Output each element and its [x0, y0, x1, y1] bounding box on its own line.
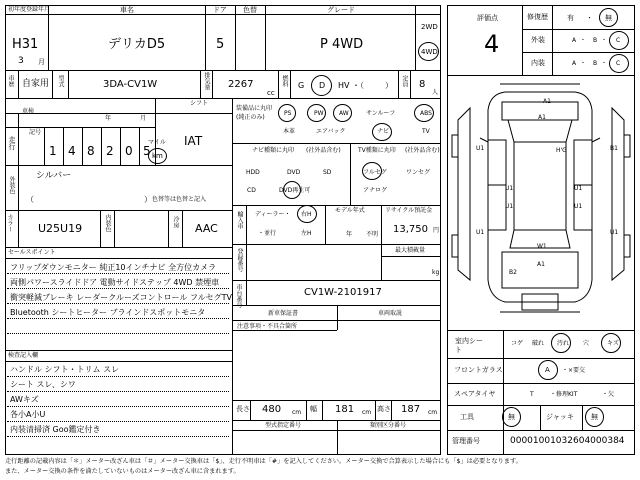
height-unit: cm — [428, 409, 438, 416]
inspection-notes-label: 検査記入欄 — [8, 352, 39, 359]
width-value: 181 — [335, 404, 355, 415]
exterior-color: シルバー — [36, 171, 72, 181]
capacity: 8 — [419, 79, 426, 90]
equipment-leather: 本革 — [283, 128, 296, 135]
jack-label: ジャッキ — [546, 413, 574, 421]
front-glass-a-circle — [538, 360, 558, 380]
inspection-label: 車検 — [22, 108, 35, 115]
drive-4wd-circle — [418, 42, 439, 61]
damage-a1-top: A1 — [543, 98, 551, 105]
odometer-digit-1: 1 — [49, 144, 57, 158]
interior-seat-label: 室内シート — [455, 337, 483, 355]
type-label: 型式 — [57, 75, 64, 87]
exterior-grade-dot2: ・ — [601, 37, 608, 44]
km-label: km — [152, 152, 163, 160]
doors: 5 — [216, 37, 225, 52]
equipment-ps: PS — [284, 110, 292, 117]
exterior-note: 色替等は色替と記入 — [152, 196, 207, 203]
sales-point-line-2: 両側パワースライドドア 電動サイドステップ 4WD 禁煙車 — [10, 278, 220, 287]
sales-point-line-3: 衝突軽減ブレーキ レーダークルーズコントロール フルセグTV — [10, 293, 233, 302]
equipment-navi: ナビ — [377, 128, 390, 135]
seat-burn: コゲ — [511, 340, 524, 347]
equipment-aw-circle — [333, 104, 352, 122]
equipment-pw-circle — [307, 104, 326, 122]
model-year-value: 不明 — [366, 231, 379, 238]
fuel-d: D — [319, 81, 326, 90]
recycle-value: 13,750 — [393, 224, 428, 235]
model-year-label: モデル年式 — [335, 207, 365, 214]
first-registration-era: H31 — [12, 37, 39, 52]
score-label: 評価点 — [477, 14, 498, 22]
category-label: 車歴 — [7, 75, 14, 87]
capacity-label: 定員 — [401, 75, 408, 87]
damage-b1-right-front: B1 — [610, 145, 618, 152]
damage-w1-rear: W1 — [537, 243, 547, 250]
fuel-paren: ） — [385, 81, 393, 90]
width-unit: cm — [362, 409, 372, 416]
fuel-hv: HV ・（ — [338, 81, 365, 90]
color-code: U25U19 — [38, 222, 83, 235]
drive-2wd: 2WD — [421, 23, 438, 31]
shift-label: シフト — [190, 100, 209, 107]
doors-label: ドア — [213, 6, 227, 14]
color-change-label: 色替 — [243, 6, 257, 14]
interior-grade-dot1: ・ — [580, 60, 587, 67]
inspection-month-unit: 月 — [140, 115, 147, 122]
displacement-label: 排気量 — [203, 72, 210, 90]
height-label: 高さ — [377, 405, 391, 413]
equipment-tv: TV — [422, 128, 430, 135]
repair-no: 無 — [605, 14, 612, 22]
exterior-grade-b: B — [593, 37, 598, 44]
spare-tire-label: スペアタイヤ — [454, 390, 496, 398]
fuel-label: 燃料 — [281, 75, 288, 87]
fuel-d-circle — [311, 75, 332, 96]
evaluation-score: 4 — [484, 30, 500, 58]
equipment-airbag: エアバック — [316, 128, 346, 135]
month-unit: 月 — [38, 58, 45, 66]
car-name-label: 車名 — [120, 6, 134, 14]
damage-note-hg: H'G — [556, 147, 567, 154]
width-label: 幅 — [310, 405, 317, 413]
shift: IAT — [184, 134, 203, 148]
seat-stain-circle — [551, 333, 571, 353]
type-certification-label: 型式指定番号 — [265, 422, 302, 429]
import-dealer: ディーラー・ — [255, 211, 291, 218]
damage-u1-right-door1: U1 — [574, 185, 583, 192]
damage-u1-left-rear: U1 — [476, 229, 485, 236]
damage-u1-right-rear: U1 — [610, 229, 619, 236]
model-type: 3DA-CV1W — [103, 79, 158, 90]
ac-type: AAC — [195, 222, 218, 235]
interior-color-label: 内装色 — [104, 214, 111, 232]
exterior-grade-a: A — [572, 37, 577, 44]
mile-label: マイル — [148, 139, 166, 146]
tv-fullseg: フルセグ — [363, 169, 387, 176]
seat-stain: 汚れ — [557, 340, 570, 347]
seat-tear: 破れ — [532, 340, 545, 347]
car-name: デリカD5 — [108, 37, 166, 52]
tools-label: 工具 — [460, 413, 474, 421]
equipment-pw: PW — [314, 110, 324, 117]
odometer-digit-3: 8 — [87, 144, 95, 158]
front-glass-a: A — [545, 366, 550, 374]
equipment-navi-circle — [372, 123, 392, 141]
jack-value: 無 — [591, 413, 598, 421]
inspection-line-5: 内装清掃済 Goo鑑定付き — [10, 425, 101, 434]
inspection-line-1: ハンドル シフト・トリム スレ — [10, 365, 120, 374]
category: 自家用 — [22, 79, 50, 89]
inspection-line-3: AWキズ — [10, 395, 39, 404]
import-right-hand-circle — [297, 205, 317, 223]
capacity-unit: 人 — [432, 89, 439, 96]
grade-label: グレード — [327, 6, 355, 14]
equipment-abs-circle — [414, 104, 434, 122]
color-code-label: カラー — [6, 214, 13, 232]
exterior-paren-open: （ — [26, 195, 34, 204]
navi-sd: SD — [323, 169, 332, 176]
max-load-label: 最大積載量 — [395, 247, 426, 254]
sales-point-line-1: フリップダウンモニター 純正10インチナビ 全方位カメラ — [10, 263, 217, 272]
length-value: 480 — [262, 404, 282, 415]
tv-fullseg-circle — [362, 162, 382, 180]
navi-dvd-play: DVD再生可 — [279, 187, 311, 194]
equipment-abs: ABS — [420, 110, 432, 117]
damage-a1-trunk: A1 — [537, 261, 545, 268]
equipment-aw: AW — [339, 110, 349, 117]
repair-no-circle — [599, 8, 618, 27]
navi-dvd: DVD — [287, 169, 301, 176]
exterior-grade-c-circle — [609, 31, 629, 50]
inspection-line-4: 各小A小U — [10, 410, 46, 419]
seat-hole: 穴 — [583, 340, 590, 347]
sales-point-line-4: Bluetooth シートヒーター ブラインドスポットモニタ — [10, 308, 206, 317]
chassis-number-label: 車台番号 — [235, 284, 242, 308]
tv-type-sub: (社外品含む) — [405, 147, 440, 154]
management-number-label: 管理番号 — [452, 437, 480, 445]
registration-number-label: 登録番号 — [236, 248, 243, 272]
inspection-year-unit: 年 — [105, 115, 112, 122]
seat-scratch: キズ — [607, 340, 619, 347]
ac-label: 冷房 — [172, 216, 179, 228]
vehicle-manual-label: 車両取説 — [378, 310, 403, 317]
front-glass-label: フロントガラス — [454, 366, 503, 374]
exterior-grade-c: C — [616, 37, 621, 44]
spare-none: ・欠 — [602, 391, 615, 398]
import-right-hand: 右H — [301, 211, 312, 218]
interior-grade-c-circle — [609, 54, 629, 73]
odometer-digit-6: 5 — [143, 144, 151, 158]
jack-value-circle — [585, 407, 604, 427]
drive-4wd: 4WD — [421, 48, 438, 56]
classification-label: 類別区分番号 — [370, 422, 407, 429]
interior-grade-label: 内装 — [531, 59, 545, 67]
length-label: 長さ — [236, 405, 250, 413]
first-registration-month: 3 — [18, 56, 24, 66]
km-circle — [148, 148, 167, 164]
tv-type-label: TV種類に丸印 — [358, 147, 396, 154]
equipment-label: 装備品に丸印 — [236, 105, 273, 112]
sales-points-label: セールスポイント — [8, 249, 56, 256]
navi-hdd: HDD — [246, 169, 260, 176]
navi-cd: CD — [247, 187, 256, 194]
damage-u1-left-door2: U1 — [505, 203, 514, 210]
exterior-grade-label: 外装 — [531, 36, 545, 44]
height-value: 187 — [401, 404, 421, 415]
repair-dot: ・ — [586, 14, 593, 22]
odometer-digit-2: 4 — [68, 144, 76, 158]
navi-dvd-play-circle — [283, 181, 301, 199]
damage-b2-bumper: B2 — [509, 269, 517, 276]
tv-analog: アナログ — [363, 187, 388, 194]
import-label: 輸入車 — [236, 211, 243, 229]
exterior-paren-close: ） — [144, 195, 152, 204]
displacement: 2267 — [228, 79, 254, 90]
import-parallel: ・並行 — [258, 230, 277, 237]
exterior-color-label: 外装色 — [8, 176, 15, 194]
equipment-sunroof: サンルーフ — [366, 110, 396, 117]
tools-value-circle — [502, 407, 521, 427]
footer-note-2: また、メーター交換の条件を満たしていないものはメーター改ざん車に含まれます。 — [5, 468, 240, 475]
repair-history-label: 修復歴 — [527, 13, 548, 21]
damage-u1-left-front: U1 — [476, 145, 485, 152]
max-load-unit: kg — [432, 269, 440, 276]
damage-u1-right-door2: U1 — [574, 203, 583, 210]
interior-grade-b: B — [593, 60, 598, 67]
chassis-number: CV1W-2101917 — [304, 287, 382, 298]
interior-grade-a: A — [572, 60, 577, 67]
equipment-sublabel: (純正のみ) — [236, 114, 265, 121]
first-registration-label: 初年度登録年月 — [8, 6, 51, 13]
spare-t: T — [530, 391, 534, 398]
damage-a1-hood: A1 — [538, 114, 546, 121]
exterior-grade-dot1: ・ — [580, 37, 587, 44]
fuel-g: G — [298, 81, 305, 90]
repair-yes: 有 — [567, 14, 574, 22]
length-unit: cm — [292, 409, 302, 416]
inspection-line-2: シート スレ、シワ — [10, 380, 76, 389]
remarks-label: 注意事項・不具合箇所 — [237, 323, 298, 330]
footer-note-1: 走行距離の記載内容は「＊」メーター改ざん車は「＃」メーター交換車は「$」、走行不明車は「#」を記入してください。メーター交換で合算表示した場合にも「$」は必要となります。 — [5, 458, 522, 465]
model-year-unit: 年 — [346, 231, 353, 238]
equipment-ps-circle — [278, 104, 296, 122]
odometer-digit-5: 0 — [125, 144, 133, 158]
displacement-unit: cc — [267, 89, 275, 97]
interior-grade-c: C — [616, 60, 621, 67]
note-label: 記号 — [29, 129, 42, 136]
navi-type-sub: (社外品含む) — [306, 147, 341, 154]
spare-kit: ・修理KIT — [550, 391, 578, 398]
front-glass-x: ・×要交 — [562, 367, 586, 374]
tv-oneseg: ワンセグ — [406, 169, 431, 176]
import-left-hand: 左H — [301, 230, 312, 237]
grade: P 4WD — [320, 37, 364, 52]
recycle-label: リサイクル預託金 — [385, 207, 433, 214]
management-number: 00001001032604000384 — [510, 436, 625, 446]
navi-type-label: ナビ種類に丸印 — [252, 147, 295, 154]
damage-u1-left-door1: U1 — [505, 185, 514, 192]
recycle-yen: 円 — [433, 227, 440, 234]
new-car-warranty-label: 新車保証書 — [268, 310, 299, 317]
tools-value: 無 — [508, 413, 515, 421]
odometer-digit-4: 2 — [106, 144, 114, 158]
interior-grade-dot2: ・ — [601, 60, 608, 67]
seat-scratch-circle — [601, 333, 621, 353]
travel-label: 走行 — [8, 136, 16, 150]
